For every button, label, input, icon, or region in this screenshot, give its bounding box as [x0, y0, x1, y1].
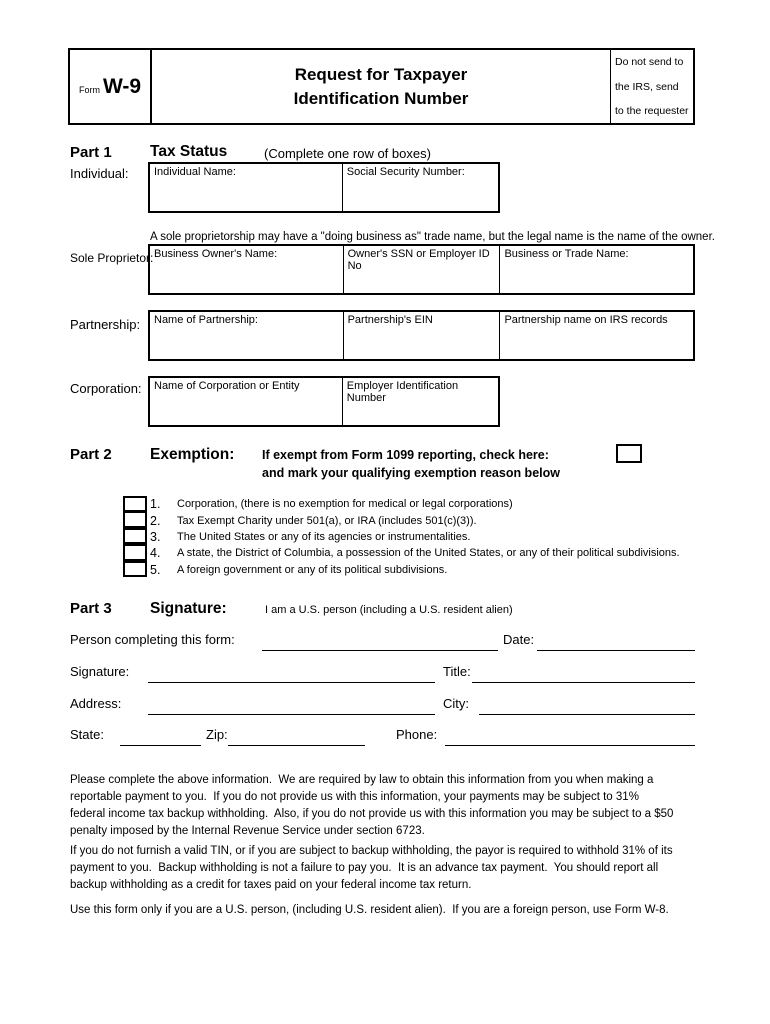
reason-1-number: 1. — [150, 497, 161, 512]
zip-input-line[interactable] — [228, 729, 365, 746]
city-label: City: — [443, 696, 469, 711]
individual-row-table — [148, 162, 500, 213]
partnership-row-table — [148, 310, 695, 361]
exemption-reason-row — [123, 545, 680, 561]
phone-input-line[interactable] — [445, 729, 695, 746]
reason-3-text: The United States or any of its agencies or instrumentalities. — [177, 530, 471, 543]
business-trade-name-field[interactable]: Business or Trade Name: — [499, 246, 693, 293]
corporation-row-table — [148, 376, 500, 427]
reason-3-checkbox[interactable] — [123, 528, 147, 544]
reason-2-text: Tax Exempt Charity under 501(a), or IRA (includes 501(c)(3)). — [177, 514, 477, 527]
exemption-reason-row — [123, 529, 680, 545]
reason-1-checkbox[interactable] — [123, 496, 147, 512]
partnership-name-field[interactable]: Name of Partnership: — [154, 314, 258, 326]
partnership-irs-name-field[interactable]: Partnership name on IRS records — [499, 312, 693, 359]
social-security-number-field[interactable]: Social Security Number: — [342, 164, 498, 211]
state-label: State: — [70, 727, 104, 742]
reason-1-text: Corporation, (there is no exemption for medical or legal corporations) — [177, 498, 513, 511]
signature-input-line[interactable] — [148, 666, 435, 683]
reason-5-text: A foreign government or any of its political subdivisions. — [177, 563, 448, 576]
reason-3-number: 3. — [150, 529, 161, 544]
title-label: Title: — [443, 664, 471, 679]
individual-name-field[interactable]: Individual Name: — [154, 166, 236, 178]
form-number: W-9 — [102, 74, 142, 98]
row-label-partnership: Partnership: — [70, 317, 141, 332]
form-title — [152, 50, 610, 123]
part1-label: Part 1 — [70, 144, 112, 161]
exemption-instruction-line2: and mark your qualifying exemption reason below — [262, 466, 560, 480]
signature-label: Signature: — [70, 664, 130, 679]
sole-proprietor-note: A sole proprietorship may have a "doing business as" trade name, but the legal name is the name of the owner. — [150, 231, 715, 243]
part1-heading: Tax Status — [150, 143, 228, 160]
reason-4-checkbox[interactable] — [123, 544, 147, 560]
title-input-line[interactable] — [472, 666, 695, 683]
reason-2-number: 2. — [150, 513, 161, 528]
note-line2: the IRS, send — [615, 80, 679, 93]
part2-heading: Exemption: — [150, 446, 235, 463]
note-line1: Do not send to — [615, 56, 684, 68]
phone-label: Phone: — [396, 727, 438, 742]
form-number-cell — [70, 50, 152, 123]
employer-id-number-field[interactable]: Employer Identification Number — [342, 378, 498, 425]
row-label-individual: Individual: — [70, 166, 129, 181]
form-header — [68, 48, 695, 125]
row-label-sole-proprietor: Sole Proprietor: — [70, 251, 154, 265]
reason-4-number: 4. — [150, 546, 161, 561]
form-title-line1: Request for Taxpayer — [294, 64, 468, 84]
valid-tin-paragraph: If you do not furnish a valid TIN, or if you are subject to backup withholding, the payor is required to withhold 31% of its payment to you. Backup withholding is not a failure to pay you. It is an advance tax payment. You should report all backup withholding as a credit for taxes paid on your federal income tax return. — [70, 845, 676, 891]
exemption-reason-list — [123, 496, 680, 578]
form-title-line2: Identification Number — [293, 88, 469, 108]
exemption-reason-row — [123, 512, 680, 528]
us-person-only-paragraph: Use this form only if you are a U.S. person, (including U.S. resident alien). If you are a foreign person, use Form W-8. — [70, 904, 669, 916]
do-not-send-note — [610, 50, 693, 123]
person-completing-input-line[interactable] — [262, 634, 498, 651]
exempt-checkbox[interactable] — [616, 444, 642, 463]
exemption-reason-row — [123, 496, 680, 512]
partnership-ein-field[interactable]: Partnership's EIN — [343, 312, 500, 359]
part3-heading: Signature: — [150, 600, 227, 617]
address-input-line[interactable] — [148, 698, 435, 715]
zip-label: Zip: — [206, 727, 228, 742]
note-line3: to the requester — [615, 105, 689, 117]
address-label: Address: — [70, 696, 122, 711]
person-completing-label: Person completing this form: — [70, 632, 235, 647]
city-input-line[interactable] — [479, 698, 695, 715]
form-word-label: Form — [78, 84, 100, 95]
reason-5-checkbox[interactable] — [123, 561, 147, 577]
state-input-line[interactable] — [120, 729, 201, 746]
reason-2-checkbox[interactable] — [123, 511, 147, 527]
us-person-statement: I am a U.S. person (including a U.S. resident alien) — [265, 604, 513, 616]
exemption-instruction-line1: If exempt from Form 1099 reporting, check here: — [262, 448, 549, 462]
part1-subheading: (Complete one row of boxes) — [264, 146, 431, 161]
sole-proprietor-row-table — [148, 244, 695, 295]
corporation-name-field[interactable]: Name of Corporation or Entity — [154, 380, 300, 392]
row-label-corporation: Corporation: — [70, 381, 142, 396]
part2-label: Part 2 — [70, 446, 112, 463]
owner-ssn-field[interactable]: Owner's SSN or Employer ID No — [343, 246, 500, 293]
reason-4-text: A state, the District of Columbia, a possession of the United States, or any of their political subdivisions. — [177, 547, 680, 560]
backup-withholding-paragraph: Please complete the above information. We are required by law to obtain this information from you when making a reportable payment to you. If you do not provide us with this information, your payments may be subject to 31% federal income tax backup withholding. Also, if you do not provide us with this information you may be subject to a $50 penalty imposed by the Internal Revenue Service under section 6723. — [70, 774, 677, 837]
date-label: Date: — [503, 632, 535, 647]
date-input-line[interactable] — [537, 634, 695, 651]
part3-label: Part 3 — [70, 600, 112, 617]
business-owner-name-field[interactable]: Business Owner's Name: — [154, 248, 278, 260]
exemption-reason-row — [123, 562, 680, 578]
reason-5-number: 5. — [150, 562, 161, 577]
